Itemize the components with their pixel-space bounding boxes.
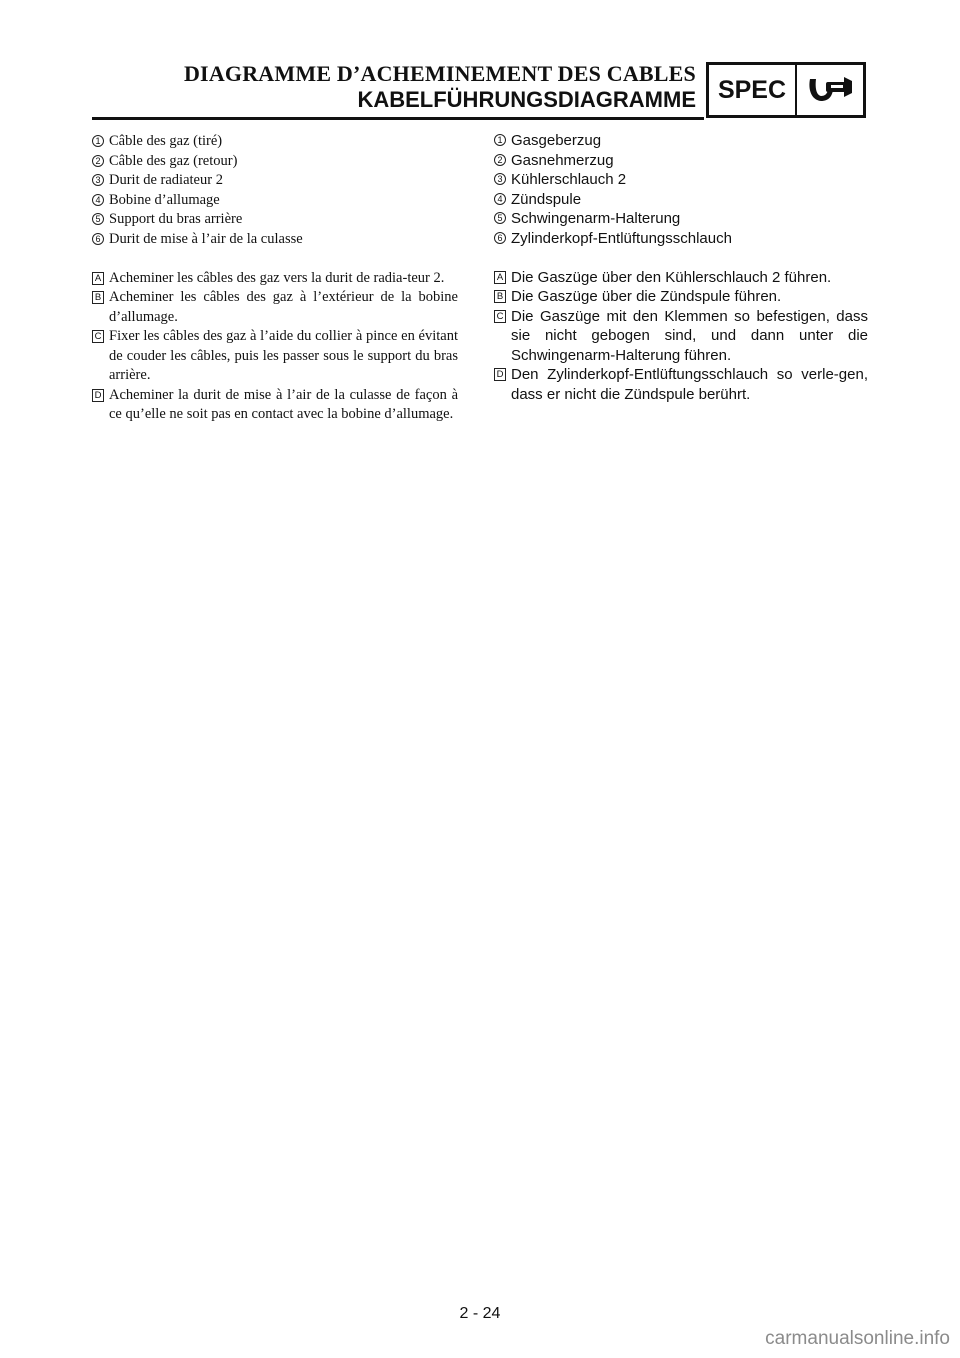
note-text: Fixer les câbles des gaz à l’aide du collier à pince en évitant de couder les câbles, puis les passer sous le support du bras arrière. (109, 328, 458, 383)
callout-number: 3 (92, 174, 104, 186)
watermark: carmanualsonline.info (765, 1328, 950, 1349)
note-text: Die Gaszüge mit den Klemmen so befestigen, dass sie nicht gebogen sind, und dann unter die Schwingenarm-Halterung führen. (511, 307, 868, 364)
note-letter: A (92, 272, 104, 285)
list-item (92, 152, 458, 172)
list-item (494, 229, 868, 249)
item-text: Zylinderkopf-Entlüftungsschlauch (511, 229, 732, 247)
note-item (494, 307, 868, 366)
note-text: Die Gaszüge über den Kühlerschlauch 2 führen. (511, 268, 832, 286)
header-rule (92, 117, 704, 120)
list-item (92, 171, 458, 191)
callout-number: 4 (92, 194, 104, 206)
item-text: Durit de mise à l’air de la culasse (109, 230, 303, 247)
item-text: Durit de radiateur 2 (109, 172, 223, 188)
note-letter: A (494, 271, 506, 284)
callout-number: 5 (494, 212, 506, 224)
list-item (92, 210, 458, 230)
note-item (92, 386, 458, 425)
note-letter: D (92, 389, 104, 402)
spec-label: SPEC (709, 65, 797, 115)
list-item (494, 131, 868, 151)
list-item (92, 132, 458, 152)
list-item (494, 190, 868, 210)
notes-list-fr (92, 269, 458, 425)
column-french (92, 132, 458, 425)
callout-number: 1 (494, 134, 506, 146)
column-german (494, 131, 868, 404)
note-item (92, 288, 458, 327)
parts-list-fr (92, 132, 458, 249)
note-text: Den Zylinderkopf-Entlüftungsschlauch so verle-gen, dass er nicht die Zündspule berührt. (511, 366, 868, 403)
list-item (494, 209, 868, 229)
note-item (494, 365, 868, 404)
spec-badge (706, 62, 866, 118)
callout-number: 2 (494, 154, 506, 166)
note-text: Die Gaszüge über die Zündspule führen. (511, 288, 782, 305)
item-text: Gasnehmerzug (511, 151, 614, 169)
note-item (494, 287, 868, 307)
note-letter: D (494, 368, 506, 381)
note-item (92, 327, 458, 386)
callout-number: 1 (92, 135, 104, 147)
page-number: 2 - 24 (459, 1305, 501, 1322)
note-text: Acheminer les câbles des gaz vers la durit de radia-teur 2. (109, 269, 445, 286)
note-letter: C (92, 330, 104, 343)
item-text: Support du bras arrière (109, 211, 243, 227)
item-text: Schwingenarm-Halterung (511, 210, 681, 227)
note-item (494, 268, 868, 288)
item-text: Kühlerschlauch 2 (511, 171, 627, 188)
callout-number: 2 (92, 155, 104, 167)
note-item (92, 269, 458, 289)
header-title-de: KABELFÜHRUNGSDIAGRAMME (357, 87, 696, 112)
callout-number: 4 (494, 193, 506, 205)
header-title-fr: DIAGRAMME D’ACHEMINEMENT DES CABLES (183, 61, 696, 86)
callout-number: 5 (92, 213, 104, 225)
notes-list-de (494, 268, 868, 405)
note-text: Acheminer les câbles des gaz à l’extérieur de la bobine d’allumage. (109, 289, 458, 325)
wrench-icon (797, 65, 863, 115)
note-text: Acheminer la durit de mise à l’air de la culasse de façon à ce qu’elle ne soit pas en contact avec la bobine d’allumage. (109, 386, 458, 422)
list-item (494, 170, 868, 190)
callout-number: 6 (494, 232, 506, 244)
note-letter: B (92, 291, 104, 304)
list-item (92, 230, 458, 250)
callout-number: 3 (494, 173, 506, 185)
item-text: Zündspule (511, 190, 582, 208)
parts-list-de (494, 131, 868, 248)
list-item (494, 151, 868, 171)
item-text: Câble des gaz (tiré) (109, 133, 223, 149)
note-letter: C (494, 310, 506, 323)
list-item (92, 191, 458, 211)
item-text: Bobine d’allumage (109, 191, 220, 208)
callout-number: 6 (92, 233, 104, 245)
item-text: Câble des gaz (retour) (109, 152, 238, 169)
item-text: Gasgeberzug (511, 132, 602, 149)
note-letter: B (494, 290, 506, 303)
